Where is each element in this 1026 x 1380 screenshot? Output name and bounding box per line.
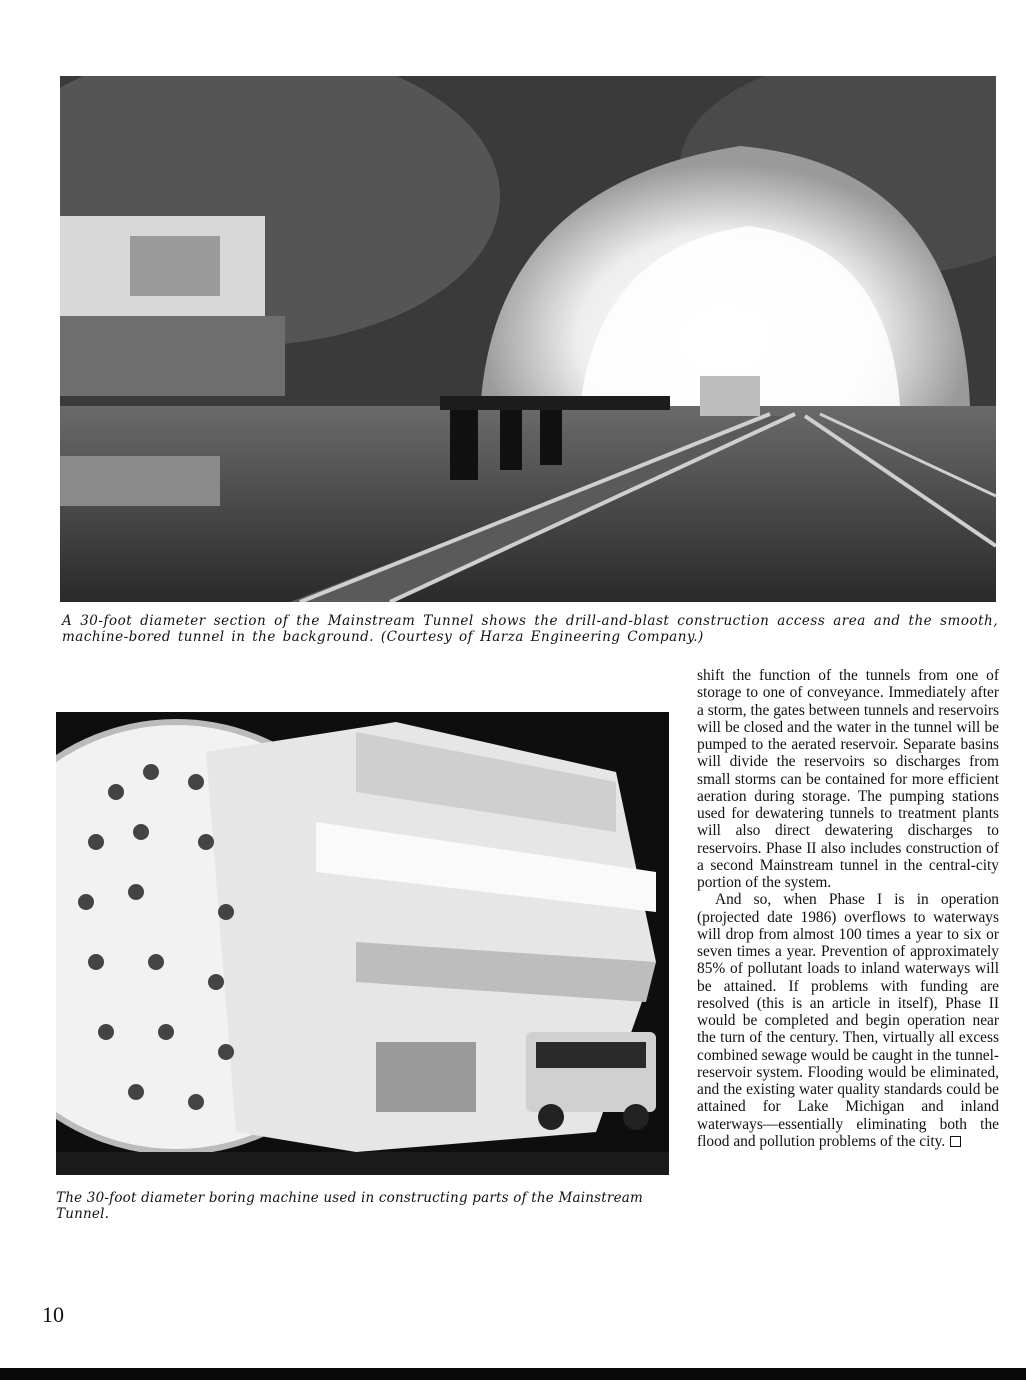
tunnel-photo bbox=[60, 76, 996, 602]
page-number: 10 bbox=[42, 1302, 64, 1327]
boring-machine-caption: The 30-foot diameter boring machine used in constructing parts of the Mainstream Tunnel. bbox=[56, 1190, 644, 1222]
article-paragraph-last bbox=[697, 891, 999, 1150]
boring-machine-photo bbox=[56, 712, 669, 1175]
boring-machine-photo-graphic bbox=[56, 712, 669, 1175]
article-paragraph: shift the function of the tunnels from one of storage to one of conveyance. Immediately after a storm, the gates between tunnels and reservoirs will be closed and the water in the tunnel will be pumped to the aerated reservoir. Separate basins will divide the reservoirs so discharges from small storms can be contained for more efficient aeration during storage. The pumping stations used for dewatering tunnels to treatment plants will also direct dewatering discharges to reservoirs. Phase II also includes construction of a second Mainstream tunnel in the central-city portion of the system. bbox=[697, 667, 999, 891]
article-text bbox=[697, 667, 999, 1150]
bottom-border bbox=[0, 1368, 1026, 1380]
end-of-article-mark bbox=[950, 1136, 961, 1147]
article-paragraph-text: And so, when Phase I is in operation (projected date 1986) overflows to waterways will drop from almost 100 times a year to six or seven times a year. Prevention of approximately 85% of pollutant loads to inland waterways will be attained. If problems with funding are resolved (this is an article in itself), Phase II would be completed and begin operation near the turn of the century. Then, virtually all excess combined sewage would be caught in the tunnel-reservoir system. Flooding would be eliminated, and the existing water quality standards could be attained for Lake Michigan and inland waterways—essentially eliminating both the flood and pollution problems of the city. bbox=[697, 891, 999, 1150]
tunnel-photo-caption: A 30-foot diameter section of the Mainstream Tunnel shows the drill-and-blast construction access area and the smooth, machine-bored tunnel in the background. (Courtesy of Harza Engineering Company.) bbox=[62, 613, 998, 645]
tunnel-photo-graphic bbox=[60, 76, 996, 602]
